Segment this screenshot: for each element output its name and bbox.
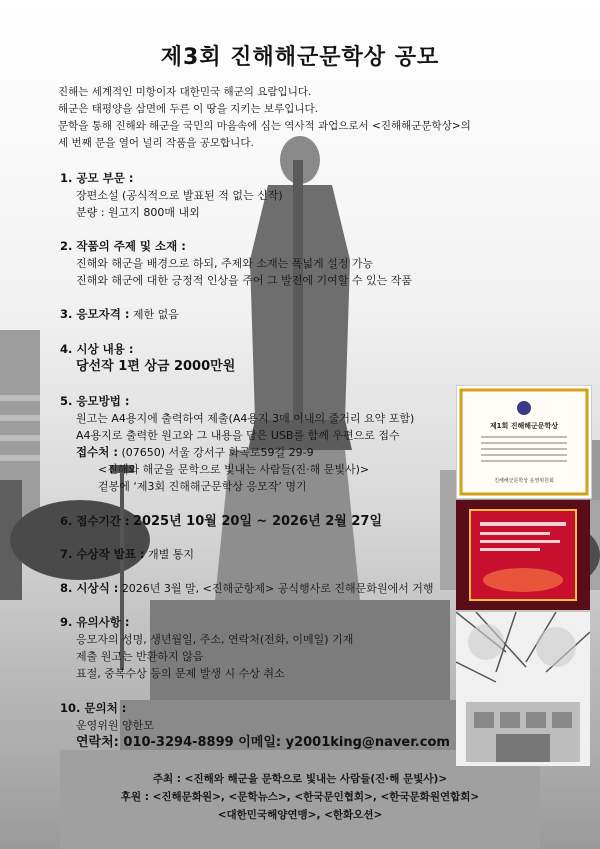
- section-ceremony: [60, 580, 434, 597]
- section-line: 진해와 해군에 대한 긍정적 인상을 주어 그 발전에 기여할 수 있는 작품: [76, 274, 412, 287]
- certificate-org: 진해해군문학상 운영위원회: [494, 478, 554, 484]
- section-line: 운영위원 양한모: [76, 719, 154, 732]
- section-line: 장편소설 (공식적으로 발표된 적 없는 신작): [76, 189, 283, 202]
- footer-line: 후원 : <진해문화원>, <문학뉴스>, <한국문인협회>, <한국문화원연합회>: [120, 791, 480, 803]
- section-line: 제출 원고는 반환하지 않음: [76, 650, 204, 663]
- footer-line: 주최 : <진해와 해군을 문학으로 빛내는 사람들(진·해 문빛사)>: [152, 773, 448, 785]
- intro-line: 진해는 세계적인 미항이자 대한민국 해군의 요람입니다.: [58, 86, 312, 98]
- prize-value: 당선작 1편 상금 2000만원: [76, 359, 236, 374]
- section-heading: 8. 시상식 :: [60, 581, 119, 595]
- contact-info: 연락처: 010-3294-8899 이메일: y2001king@naver.com: [76, 735, 450, 750]
- section-line: 진해와 해군을 배경으로 하되, 주제와 소재는 폭넓게 설정 가능: [76, 257, 374, 270]
- intro-line: 해군은 태평양을 삼면에 두른 이 땅을 지키는 보루입니다.: [58, 103, 318, 115]
- section-method: [60, 393, 414, 495]
- section-heading: 1. 공모 부문 :: [60, 171, 134, 185]
- section-heading: 10. 문의처 :: [60, 701, 127, 715]
- section-line: 분량 : 원고지 800매 내외: [76, 206, 200, 219]
- section-heading: 5. 응모방법 :: [60, 394, 130, 408]
- section-line: <진해와 해군을 문학으로 빛내는 사람들(진·해 문빛사)>: [98, 463, 370, 476]
- section-heading: 4. 시상 내용 :: [60, 342, 134, 356]
- footer-line: <대한민국해양연맹>, <한화오션>: [217, 809, 383, 821]
- certificate-title: 제1회 진해해군문학상: [489, 422, 559, 430]
- section-heading: 9. 유의사항 :: [60, 615, 130, 629]
- section-line: 응모자의 성명, 생년월일, 주소, 연락처(전화, 이메일) 기재: [76, 633, 354, 646]
- page-title: 제3회 진해해군문학상 공모: [160, 45, 440, 70]
- section-line: 표절, 중복수상 등의 문제 발생 시 수상 취소: [76, 667, 285, 680]
- building-photo: [456, 612, 590, 766]
- intro-line: 세 번째 문을 열어 널리 작품을 공모합니다.: [58, 137, 254, 149]
- section-category: [60, 170, 283, 221]
- section-contact: [60, 700, 450, 751]
- section-line: 원고는 A4용지에 출력하여 제출(A4용지 3매 이내의 줄거리 요약 포함): [76, 412, 415, 425]
- section-notes: [60, 614, 353, 682]
- section-prize: [60, 341, 235, 375]
- section-line: A4용지로 출력한 원고와 그 내용을 담은 USB를 함께 우편으로 접수: [76, 429, 400, 442]
- section-value: 2026년 3월 말, <진해군항제> 공식행사로 진해문화원에서 거행: [121, 582, 434, 595]
- plaque-photo: [456, 500, 590, 610]
- section-eligibility: [60, 306, 179, 323]
- address-label: 접수처 :: [76, 445, 118, 459]
- section-period: [60, 513, 382, 530]
- certificate-photo: [456, 385, 592, 499]
- intro-line: 문학을 통해 진해와 해군을 국민의 마음속에 심는 역사적 과업으로서 <진해해군문학상>의: [58, 120, 471, 132]
- section-heading: 3. 응모자격 :: [60, 307, 130, 321]
- section-theme: [60, 238, 412, 289]
- section-heading: 2. 작품의 주제 및 소재 :: [60, 239, 186, 253]
- section-heading: 7. 수상작 발표 :: [60, 547, 145, 561]
- footer-sponsors: [0, 770, 600, 824]
- section-announcement: [60, 546, 194, 563]
- intro-paragraph: [58, 84, 558, 152]
- section-heading: 6. 접수기간 :: [60, 514, 130, 528]
- section-value: 2025년 10월 20일 ~ 2026년 2월 27일: [132, 514, 382, 529]
- section-line: 겉봉에 ‘제3회 진해해군문학상 응모작’ 명기: [98, 480, 307, 493]
- address-value: (07650) 서울 강서구 화곡로59길 29-9: [121, 446, 314, 459]
- section-value: 개별 통지: [148, 548, 195, 561]
- section-value: 제한 없음: [132, 308, 179, 321]
